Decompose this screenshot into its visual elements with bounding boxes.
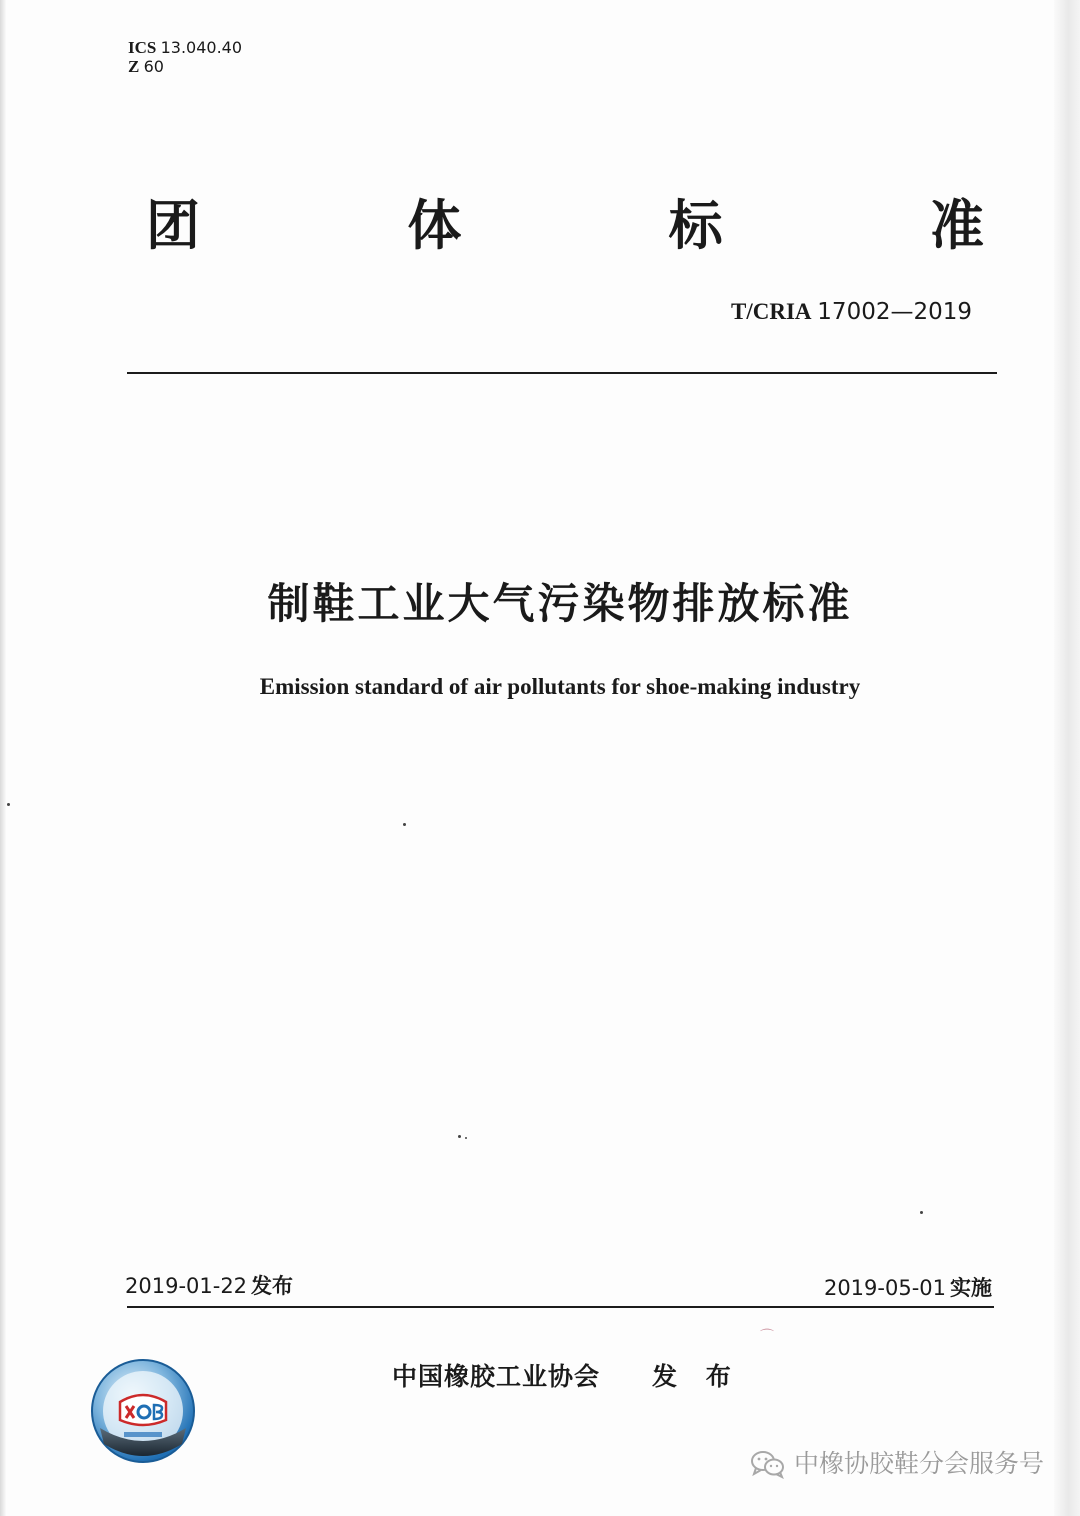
- ccs-code: 60: [143, 57, 164, 76]
- ics-code: 13.040.40: [160, 38, 243, 57]
- scan-speck: [458, 1135, 461, 1138]
- classification-codes: [128, 38, 242, 76]
- effective-date: [824, 1274, 992, 1302]
- wechat-icon: [750, 1449, 786, 1479]
- standard-prefix: T/CRIA: [731, 299, 812, 324]
- standard-number: [731, 298, 972, 326]
- pen-mark: ⌒: [760, 1329, 774, 1345]
- scan-left-edge: [0, 0, 6, 1516]
- wechat-watermark: [750, 1448, 1044, 1480]
- standard-type-char: 体: [407, 194, 462, 257]
- standard-type-char: 团: [146, 194, 200, 257]
- effective-date-label: 实施: [950, 1276, 992, 1300]
- standard-type-char: 标: [668, 194, 723, 257]
- ics-line: [128, 38, 242, 57]
- ccs-line: [128, 57, 242, 76]
- top-divider: [127, 372, 997, 374]
- ccs-label: Z: [128, 57, 140, 76]
- standard-type-char: 准: [929, 194, 984, 257]
- english-title: Emission standard of air pollutants for shoe-making industry: [259, 674, 861, 699]
- issuer: [392, 1360, 741, 1394]
- issuer-action: 发 布: [652, 1362, 741, 1391]
- publish-date: [125, 1272, 293, 1300]
- effective-date-value: 2019-05-01: [823, 1276, 946, 1300]
- issuer-name: 中国橡胶工业协会: [392, 1362, 601, 1391]
- scan-right-edge: [1054, 0, 1080, 1516]
- chinese-title: 制鞋工业大气污染物排放标准: [267, 579, 853, 628]
- publish-date-label: 发布: [251, 1274, 294, 1298]
- standard-type-heading: [140, 188, 990, 264]
- anti-counterfeit-sticker-icon: [90, 1358, 196, 1464]
- bottom-divider: [127, 1306, 994, 1308]
- scan-speck: [465, 1137, 467, 1139]
- publish-date-value: 2019-01-22: [125, 1274, 248, 1298]
- standard-code: 17002—2019: [817, 299, 972, 325]
- ics-label: ICS: [128, 38, 157, 57]
- scan-speck: [920, 1211, 923, 1214]
- scan-speck: [403, 823, 406, 826]
- scan-speck: [7, 803, 10, 806]
- watermark-text: 中橡协胶鞋分会服务号: [793, 1449, 1044, 1478]
